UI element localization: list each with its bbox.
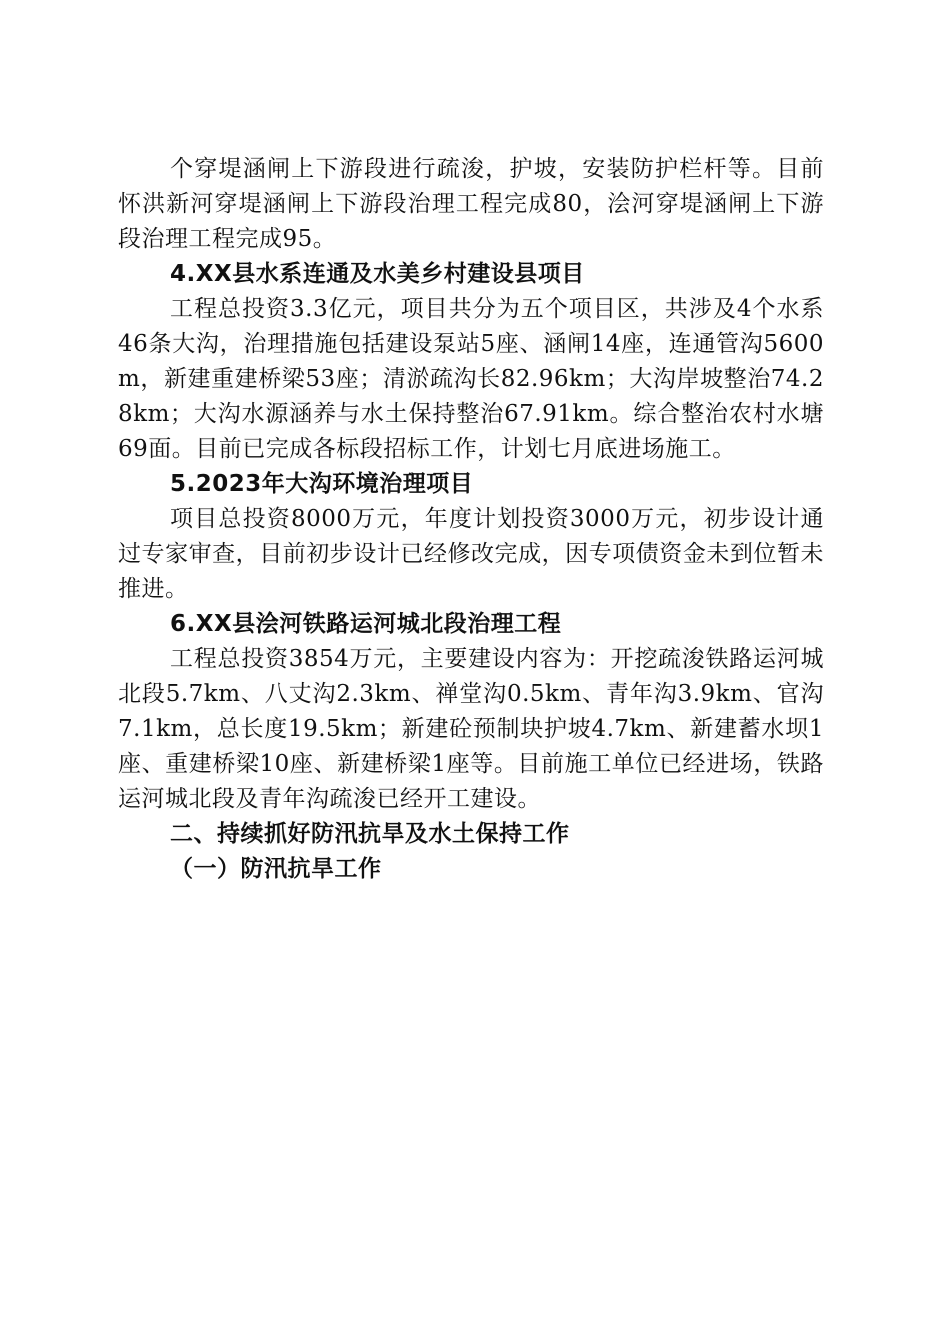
section-4-body: 工程总投资3.3亿元，项目共分为五个项目区，共涉及4个水系46条大沟，治理措施包括建设泵站5座、涵闸14座，连通管沟5600m，新建重建桥梁53座；清淤疏沟长82.96km；大沟岸坡整治74.28km；大沟水源涵养与水土保持整治67.91km。综合整治农村水塘69面。目前已完成各标段招标工作，计划七月底进场施工。 — [118, 296, 824, 462]
document-content — [118, 152, 824, 887]
section-6-heading: 6.XX县浍河铁路运河城北段治理工程 — [170, 611, 562, 637]
part-2-subheading: （一）防汛抗旱工作 — [170, 856, 382, 882]
section-5-heading: 5.2023年大沟环境治理项目 — [170, 471, 474, 497]
section-4-heading: 4.XX县水系连通及水美乡村建设县项目 — [170, 261, 585, 287]
part-2-heading: 二、持续抓好防汛抗旱及水土保持工作 — [170, 821, 570, 847]
paragraph-continuation: 个穿堤涵闸上下游段进行疏浚，护坡，安装防护栏杆等。目前怀洪新河穿堤涵闸上下游段治理工程完成80，浍河穿堤涵闸上下游段治理工程完成95。 — [118, 156, 824, 252]
section-6-body: 工程总投资3854万元，主要建设内容为：开挖疏浚铁路运河城北段5.7km、八丈沟2.3km、禅堂沟0.5km、青年沟3.9km、官沟7.1km，总长度19.5km；新建砼预制块护坡4.7km、新建蓄水坝1座、重建桥梁10座、新建桥梁1座等。目前施工单位已经进场，铁路运河城北段及青年沟疏浚已经开工建设。 — [118, 646, 824, 812]
section-5-body: 项目总投资8000万元，年度计划投资3000万元，初步设计通过专家审查，目前初步设计已经修改完成，因专项债资金未到位暂未推进。 — [118, 506, 824, 602]
